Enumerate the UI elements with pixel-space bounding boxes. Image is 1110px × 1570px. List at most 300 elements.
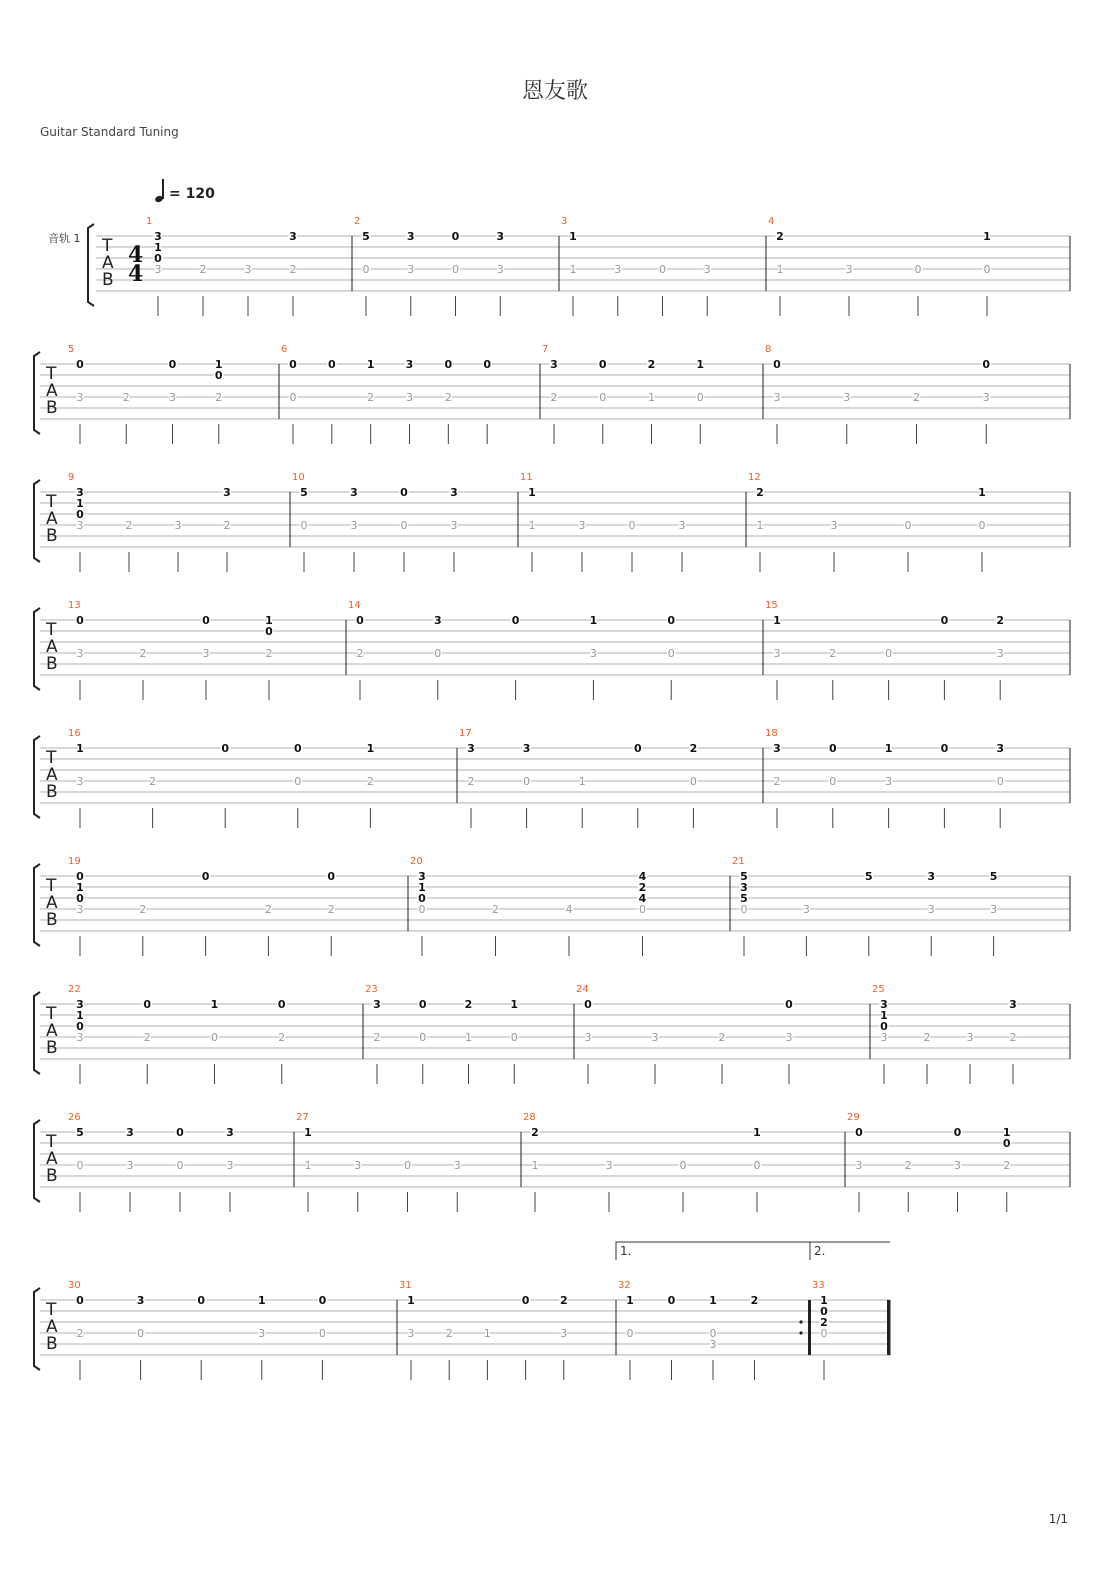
track-label: 音轨 1 (48, 232, 81, 245)
volta-label: 2. (814, 1244, 826, 1258)
tab-clef-letter: T (46, 364, 57, 384)
fret-number: 3 (76, 775, 84, 788)
measure-number: 16 (68, 728, 81, 739)
tab-clef-letter: A (46, 1021, 58, 1041)
fret-number: 3 (467, 742, 475, 755)
fret-number: 3 (678, 519, 686, 532)
fret-number: 2 (265, 647, 273, 660)
fret-number: 1 (214, 358, 223, 371)
fret-number: 3 (614, 263, 622, 276)
tab-clef-letter: A (46, 637, 58, 657)
fret-number: 0 (679, 1159, 687, 1172)
fret-number: 0 (289, 391, 297, 404)
fret-number: 5 (740, 892, 748, 905)
fret-number: 0 (1002, 1137, 1011, 1150)
fret-number: 3 (350, 519, 358, 532)
fret-number: 3 (982, 391, 990, 404)
fret-number: 0 (168, 358, 177, 371)
fret-number: 1 (709, 1294, 717, 1307)
fret-number: 3 (223, 486, 231, 499)
fret-number: 3 (373, 998, 381, 1011)
tab-clef-letter: T (46, 876, 57, 896)
fret-number: 4 (565, 903, 573, 916)
measure-number: 17 (459, 728, 472, 739)
fret-number: 3 (560, 1327, 568, 1340)
fret-number: 0 (659, 263, 666, 276)
fret-number: 0 (76, 614, 84, 627)
tab-clef-letter: B (46, 1334, 58, 1354)
fret-number: 3 (406, 230, 415, 243)
fret-number: 3 (407, 263, 415, 276)
fret-number: 1 (483, 1327, 491, 1340)
fret-number: 1 (510, 998, 519, 1011)
fret-number: 2 (143, 1031, 151, 1044)
fret-number: 0 (76, 358, 84, 371)
fret-number: 2 (444, 391, 452, 404)
fret-number: 3 (802, 903, 810, 916)
fret-number: 1 (304, 1159, 312, 1172)
fret-number: 0 (996, 775, 1004, 788)
fret-number: 3 (740, 881, 748, 894)
fret-number: 2 (1003, 1159, 1011, 1172)
fret-number: 2 (647, 358, 656, 371)
fret-number: 3 (407, 1327, 415, 1340)
fret-number: 3 (855, 1159, 863, 1172)
tab-clef-letter: B (46, 526, 58, 546)
measure-number: 24 (576, 984, 589, 995)
fret-number: 3 (126, 1126, 134, 1139)
score-title: 恩友歌 (521, 79, 588, 104)
fret-number: 0 (740, 903, 748, 916)
staff-bracket (34, 352, 40, 434)
fret-number: 5 (740, 870, 748, 883)
fret-number: 0 (940, 742, 949, 755)
fret-number: 3 (76, 519, 84, 532)
fret-number: 0 (211, 1031, 218, 1044)
fret-number: 2 (913, 391, 920, 404)
fret-number: 2 (773, 775, 781, 788)
fret-number: 0 (265, 625, 273, 638)
fret-number: 3 (76, 391, 84, 404)
staff-bracket (34, 1120, 40, 1202)
fret-number: 0 (523, 775, 531, 788)
fret-number: 0 (983, 263, 991, 276)
fret-number: 0 (639, 903, 646, 916)
fret-number: 0 (785, 998, 793, 1011)
fret-number: 3 (244, 263, 252, 276)
tab-system (0, 846, 1110, 966)
fret-number: 0 (667, 1294, 676, 1307)
fret-number: 2 (289, 263, 297, 276)
fret-number: 3 (880, 998, 888, 1011)
volta-bracket (616, 1242, 810, 1260)
fret-number: 3 (202, 647, 210, 660)
fret-number: 3 (433, 614, 442, 627)
fret-number: 1 (648, 391, 655, 404)
tab-clef-letter: T (46, 620, 57, 640)
tab-clef-letter: T (46, 1300, 57, 1320)
fret-number: 1 (304, 1126, 312, 1139)
fret-number: 2 (776, 230, 784, 243)
fret-number: 1 (884, 742, 893, 755)
fret-number: 3 (136, 1294, 145, 1307)
fret-number: 3 (76, 903, 84, 916)
fret-number: 2 (445, 1327, 453, 1340)
fret-number: 0 (444, 358, 453, 371)
fret-number: 5 (76, 1126, 84, 1139)
fret-number: 1 (978, 486, 986, 499)
tab-clef-letter: A (46, 893, 58, 913)
fret-number: 3 (550, 358, 558, 371)
fret-number: 3 (406, 391, 413, 404)
measure-number: 29 (847, 1112, 860, 1123)
fret-number: 1 (880, 1009, 888, 1022)
fret-number: 3 (76, 1031, 84, 1044)
measure-number: 11 (520, 472, 533, 483)
fret-number: 3 (996, 647, 1004, 660)
page-number: 1/1 (1048, 1512, 1068, 1526)
fret-number: 3 (126, 1159, 134, 1172)
fret-number: 1 (626, 1294, 634, 1307)
tab-system (0, 974, 1110, 1094)
quarter-note-icon (155, 178, 165, 202)
fret-number: 0 (327, 870, 336, 883)
fret-number: 1 (76, 742, 84, 755)
fret-number: 3 (289, 230, 297, 243)
fret-number: 0 (626, 1327, 634, 1340)
measure-number: 7 (542, 344, 549, 355)
fret-number: 5 (362, 230, 370, 243)
fret-number: 0 (197, 1294, 206, 1307)
measure-number: 13 (68, 600, 81, 611)
measure-number: 21 (732, 856, 745, 867)
tab-system (0, 206, 1110, 326)
measure-number: 18 (765, 728, 778, 739)
fret-number: 0 (584, 998, 592, 1011)
fret-number: 0 (599, 391, 607, 404)
fret-number: 1 (589, 614, 598, 627)
fret-number: 1 (528, 519, 536, 532)
measure-number: 28 (523, 1112, 536, 1123)
fret-number: 0 (76, 892, 84, 905)
tuning-label: Guitar Standard Tuning (40, 125, 179, 139)
fret-number: 3 (785, 1031, 793, 1044)
fret-number: 1 (756, 519, 764, 532)
fret-number: 3 (450, 519, 458, 532)
fret-number: 3 (405, 358, 414, 371)
fret-number: 3 (258, 1327, 266, 1340)
tab-clef-letter: A (46, 509, 58, 529)
fret-number: 2 (139, 903, 147, 916)
tab-clef-letter: B (46, 1166, 58, 1186)
fret-number: 1 (776, 263, 784, 276)
fret-number: 1 (154, 241, 162, 254)
fret-number: 0 (978, 519, 986, 532)
fret-number: 0 (176, 1126, 184, 1139)
measure-number: 30 (68, 1280, 81, 1291)
fret-number: 3 (773, 742, 781, 755)
fret-number: 0 (820, 1305, 828, 1318)
fret-number: 0 (404, 1159, 411, 1172)
fret-number: 0 (214, 369, 223, 382)
fret-number: 3 (843, 391, 851, 404)
fret-number: 3 (154, 230, 162, 243)
tab-system (0, 590, 1110, 710)
fret-number: 2 (904, 1159, 912, 1172)
fret-number: 0 (76, 508, 84, 521)
fret-number: 3 (845, 263, 853, 276)
fret-number: 0 (483, 358, 491, 371)
fret-number: 0 (885, 647, 893, 660)
staff-bracket (88, 224, 94, 306)
fret-number: 2 (638, 881, 647, 894)
fret-number: 0 (451, 230, 460, 243)
volta-label: 1. (620, 1244, 632, 1258)
fret-number: 0 (76, 1294, 84, 1307)
fret-number: 2 (996, 614, 1005, 627)
fret-number: 0 (202, 614, 210, 627)
fret-number: 0 (667, 614, 676, 627)
fret-number: 3 (226, 1126, 234, 1139)
fret-number: 2 (373, 1031, 381, 1044)
staff-bracket (34, 992, 40, 1074)
fret-number: 2 (278, 1031, 286, 1044)
fret-number: 0 (418, 903, 426, 916)
fret-number: 3 (605, 1159, 613, 1172)
fret-number: 0 (880, 1020, 888, 1033)
measure-number: 31 (399, 1280, 412, 1291)
fret-number: 0 (293, 742, 302, 755)
fret-number: 3 (830, 519, 838, 532)
fret-number: 0 (434, 647, 442, 660)
tab-system (0, 1102, 1110, 1222)
fret-number: 3 (496, 263, 504, 276)
measure-number: 5 (68, 344, 75, 355)
tab-clef-letter: B (46, 782, 58, 802)
fret-number: 0 (201, 870, 210, 883)
fret-number: 0 (904, 519, 912, 532)
measure-number: 1 (146, 216, 153, 227)
measure-number: 8 (765, 344, 772, 355)
fret-number: 2 (531, 1126, 539, 1139)
fret-number: 1 (531, 1159, 539, 1172)
fret-number: 1 (210, 998, 219, 1011)
fret-number: 3 (350, 486, 358, 499)
fret-number: 3 (927, 903, 935, 916)
fret-number: 0 (709, 1327, 717, 1340)
fret-number: 2 (750, 1294, 759, 1307)
staff-bracket (34, 864, 40, 946)
fret-number: 0 (914, 263, 922, 276)
fret-number: 2 (756, 486, 764, 499)
fret-number: 0 (753, 1159, 761, 1172)
fret-number: 3 (703, 263, 711, 276)
measure-number: 12 (748, 472, 761, 483)
fret-number: 0 (318, 1294, 327, 1307)
tab-clef-letter: B (46, 398, 58, 418)
tab-system (0, 462, 1110, 582)
fret-number: 3 (226, 1159, 234, 1172)
fret-number: 0 (289, 358, 297, 371)
fret-number: 0 (143, 998, 152, 1011)
fret-number: 2 (923, 1031, 931, 1044)
fret-number: 2 (149, 775, 157, 788)
time-signature-digit: 4 (128, 242, 144, 268)
fret-number: 2 (215, 391, 223, 404)
fret-number: 3 (154, 263, 162, 276)
measure-number: 6 (281, 344, 288, 355)
tab-clef-letter: B (46, 1038, 58, 1058)
measure-number: 14 (348, 600, 361, 611)
fret-number: 2 (367, 391, 375, 404)
fret-number: 0 (176, 1159, 184, 1172)
fret-number: 3 (578, 519, 586, 532)
fret-number: 0 (982, 358, 991, 371)
fret-number: 3 (589, 647, 597, 660)
fret-number: 1 (696, 358, 705, 371)
fret-number: 3 (773, 391, 781, 404)
fret-number: 2 (464, 998, 473, 1011)
fret-number: 0 (689, 775, 697, 788)
fret-number: 3 (1009, 998, 1017, 1011)
fret-number: 3 (496, 230, 505, 243)
staff-bracket (34, 736, 40, 818)
fret-number: 1 (76, 497, 84, 510)
fret-number: 3 (885, 775, 893, 788)
fret-number: 0 (294, 775, 302, 788)
fret-number: 0 (154, 252, 162, 265)
tab-system (0, 718, 1110, 838)
fret-number: 0 (667, 647, 675, 660)
fret-number: 3 (927, 870, 936, 883)
fret-number: 3 (418, 870, 426, 883)
fret-number: 5 (300, 486, 308, 499)
fret-number: 4 (638, 870, 647, 883)
fret-number: 0 (828, 742, 837, 755)
fret-number: 0 (696, 391, 704, 404)
fret-number: 1 (407, 1294, 415, 1307)
fret-number: 1 (418, 881, 426, 894)
fret-number: 2 (559, 1294, 568, 1307)
fret-number: 0 (940, 614, 949, 627)
tab-clef-letter: T (46, 748, 57, 768)
fret-number: 0 (76, 870, 84, 883)
tab-system (0, 334, 1110, 454)
fret-number: 0 (521, 1294, 530, 1307)
fret-number: 0 (76, 1159, 84, 1172)
measure-number: 4 (768, 216, 775, 227)
fret-number: 1 (569, 230, 577, 243)
fret-number: 0 (953, 1126, 962, 1139)
repeat-dot (799, 1331, 802, 1334)
fret-number: 5 (864, 870, 873, 883)
fret-number: 2 (550, 391, 558, 404)
measure-number: 25 (872, 984, 885, 995)
fret-number: 1 (257, 1294, 266, 1307)
repeat-dot (799, 1320, 802, 1323)
fret-number: 2 (199, 263, 207, 276)
fret-number: 0 (633, 742, 642, 755)
fret-number: 3 (174, 519, 182, 532)
fret-number: 2 (718, 1031, 726, 1044)
tab-clef-letter: A (46, 1317, 58, 1337)
staff-bracket (34, 608, 40, 690)
fret-number: 0 (598, 358, 607, 371)
measure-number: 33 (812, 1280, 825, 1291)
tab-clef-letter: T (102, 236, 113, 256)
fret-number: 0 (137, 1327, 145, 1340)
measure-number: 27 (296, 1112, 309, 1123)
fret-number: 2 (125, 519, 133, 532)
measure-number: 23 (365, 984, 378, 995)
fret-number: 0 (400, 519, 408, 532)
fret-number: 2 (366, 775, 374, 788)
fret-number: 0 (328, 358, 336, 371)
fret-number: 1 (465, 1031, 472, 1044)
staff-bracket (34, 1288, 40, 1370)
measure-number: 22 (68, 984, 81, 995)
repeat-barline (808, 1300, 811, 1355)
fret-number: 3 (453, 1159, 461, 1172)
fret-number: 2 (356, 647, 364, 660)
fret-number: 1 (76, 881, 84, 894)
fret-number: 3 (773, 647, 781, 660)
tab-clef-letter: B (102, 270, 114, 290)
tab-clef-letter: A (46, 381, 58, 401)
tab-clef-letter: A (102, 253, 114, 273)
fret-number: 3 (354, 1159, 362, 1172)
fret-number: 3 (584, 1031, 592, 1044)
fret-number: 3 (76, 486, 84, 499)
time-signature-digit: 4 (128, 261, 144, 287)
fret-number: 1 (366, 742, 375, 755)
fret-number: 1 (366, 358, 375, 371)
fret-number: 2 (467, 775, 475, 788)
fret-number: 3 (450, 486, 458, 499)
fret-number: 0 (300, 519, 308, 532)
fret-number: 4 (638, 892, 647, 905)
fret-number: 2 (122, 391, 130, 404)
fret-number: 0 (419, 1031, 427, 1044)
fret-number: 3 (709, 1338, 717, 1351)
fret-number: 0 (820, 1327, 828, 1340)
fret-number: 1 (265, 614, 273, 627)
fret-number: 0 (628, 519, 636, 532)
fret-number: 0 (277, 998, 286, 1011)
tab-system (0, 1240, 1110, 1390)
fret-number: 2 (139, 647, 147, 660)
fret-number: 3 (651, 1031, 659, 1044)
measure-number: 2 (354, 216, 361, 227)
fret-number: 0 (418, 892, 426, 905)
tab-clef-letter: T (46, 492, 57, 512)
fret-number: 2 (223, 519, 231, 532)
fret-number: 0 (356, 614, 364, 627)
tab-clef-letter: T (46, 1004, 57, 1024)
fret-number: 0 (773, 358, 781, 371)
tempo-marking (155, 178, 215, 202)
fret-number: 0 (362, 263, 370, 276)
final-barline (887, 1300, 890, 1355)
fret-number: 3 (996, 742, 1005, 755)
fret-number: 5 (989, 870, 998, 883)
measure-number: 10 (292, 472, 305, 483)
tab-clef-letter: B (46, 910, 58, 930)
fret-number: 2 (492, 903, 499, 916)
fret-number: 3 (880, 1031, 888, 1044)
fret-number: 2 (689, 742, 698, 755)
fret-number: 3 (990, 903, 998, 916)
